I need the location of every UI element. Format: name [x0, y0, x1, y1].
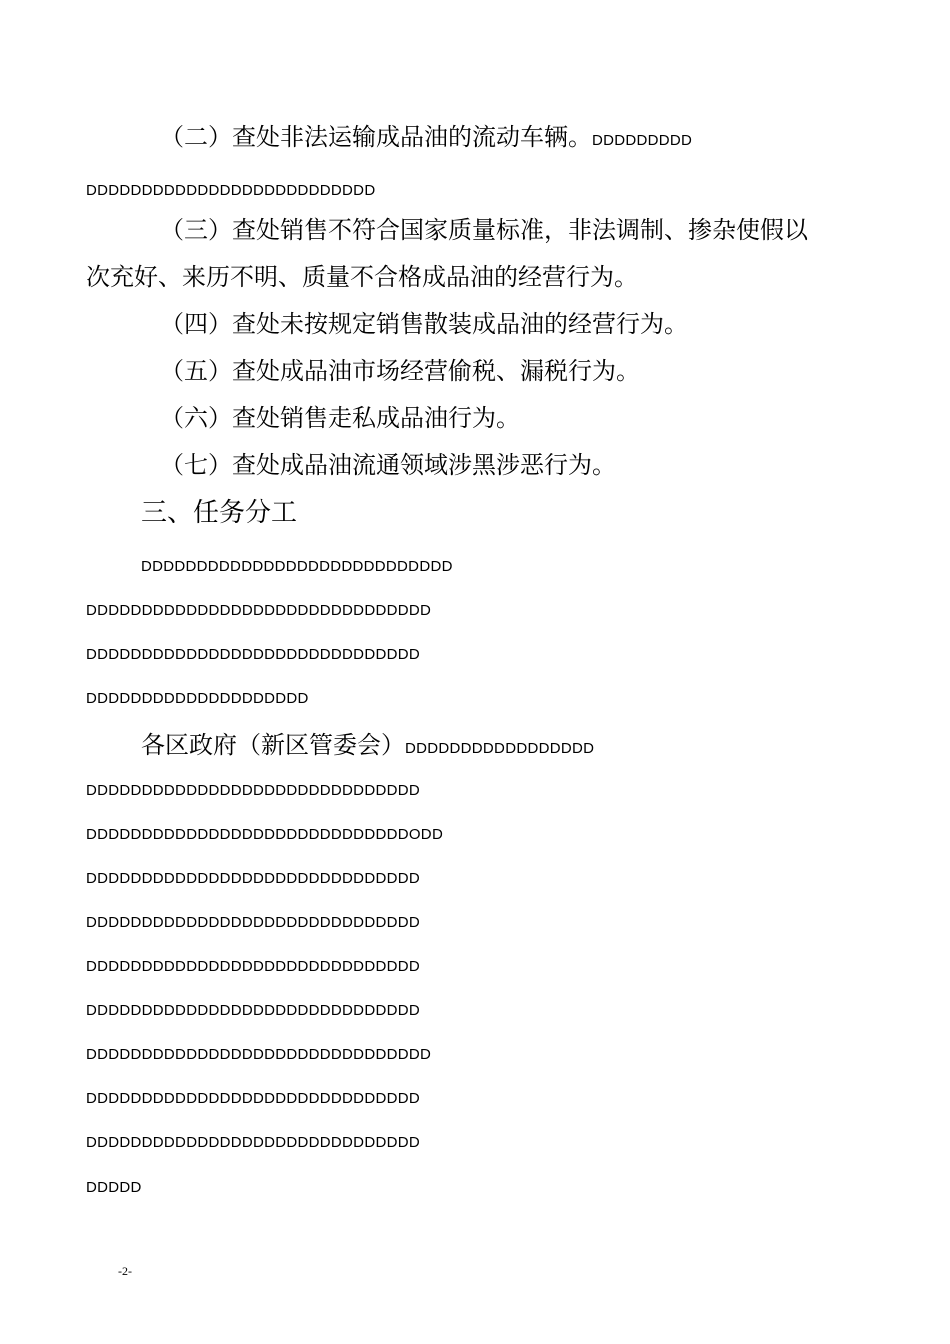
- item-4: （四）查处未按规定销售散装成品油的经营行为。: [160, 310, 688, 338]
- item-2-text: （二）查处非法运输成品油的流动车辆。: [160, 123, 592, 151]
- garbled-line-15: DDDDD: [86, 1179, 142, 1196]
- district-text: 各区政府（新区管委会）: [141, 731, 405, 759]
- section-3-heading: 三、任务分工: [141, 498, 298, 528]
- garbled-line-9: DDDDDDDDDDDDDDDDDDDDDDDDDDDDDD: [86, 914, 420, 931]
- garbled-line-8: DDDDDDDDDDDDDDDDDDDDDDDDDDDDDD: [86, 870, 420, 887]
- item-3-line-1: （三）查处销售不符合国家质量标准，非法调制、掺杂使假以: [160, 216, 808, 244]
- item-6: （六）查处销售走私成品油行为。: [160, 404, 520, 432]
- garbled-line-5: DDDDDDDDDDDDDDDDDDDD: [86, 690, 309, 707]
- garbled-line-1: DDDDDDDDDDDDDDDDDDDDDDDDDD: [86, 182, 376, 199]
- item-7: （七）查处成品油流通领域涉黑涉恶行为。: [160, 451, 616, 479]
- garbled-line-3: DDDDDDDDDDDDDDDDDDDDDDDDDDDDDDD: [86, 602, 432, 619]
- district-garbled-tail: DDDDDDDDDDDDDDDDD: [405, 740, 595, 757]
- item-3-line-2: 次充好、来历不明、质量不合格成品油的经营行为。: [86, 263, 638, 291]
- garbled-line-13: DDDDDDDDDDDDDDDDDDDDDDDDDDDDDD: [86, 1090, 420, 1107]
- item-2-garbled-tail: DDDDDDDDD: [592, 132, 693, 149]
- garbled-line-12: DDDDDDDDDDDDDDDDDDDDDDDDDDDDDDD: [86, 1046, 432, 1063]
- garbled-line-4: DDDDDDDDDDDDDDDDDDDDDDDDDDDDDD: [86, 646, 420, 663]
- garbled-line-11: DDDDDDDDDDDDDDDDDDDDDDDDDDDDDD: [86, 1002, 420, 1019]
- garbled-line-10: DDDDDDDDDDDDDDDDDDDDDDDDDDDDDD: [86, 958, 420, 975]
- item-5: （五）查处成品油市场经营偷税、漏税行为。: [160, 357, 640, 385]
- garbled-line-2: DDDDDDDDDDDDDDDDDDDDDDDDDDDD: [141, 558, 453, 575]
- item-2-line: [160, 125, 692, 149]
- district-line: [141, 733, 594, 757]
- garbled-line-14: DDDDDDDDDDDDDDDDDDDDDDDDDDDDDD: [86, 1134, 420, 1151]
- garbled-line-6: DDDDDDDDDDDDDDDDDDDDDDDDDDDDDD: [86, 782, 420, 799]
- garbled-line-7: DDDDDDDDDDDDDDDDDDDDDDDDDDDDDODD: [86, 826, 444, 843]
- page-number: -2-: [118, 1264, 132, 1278]
